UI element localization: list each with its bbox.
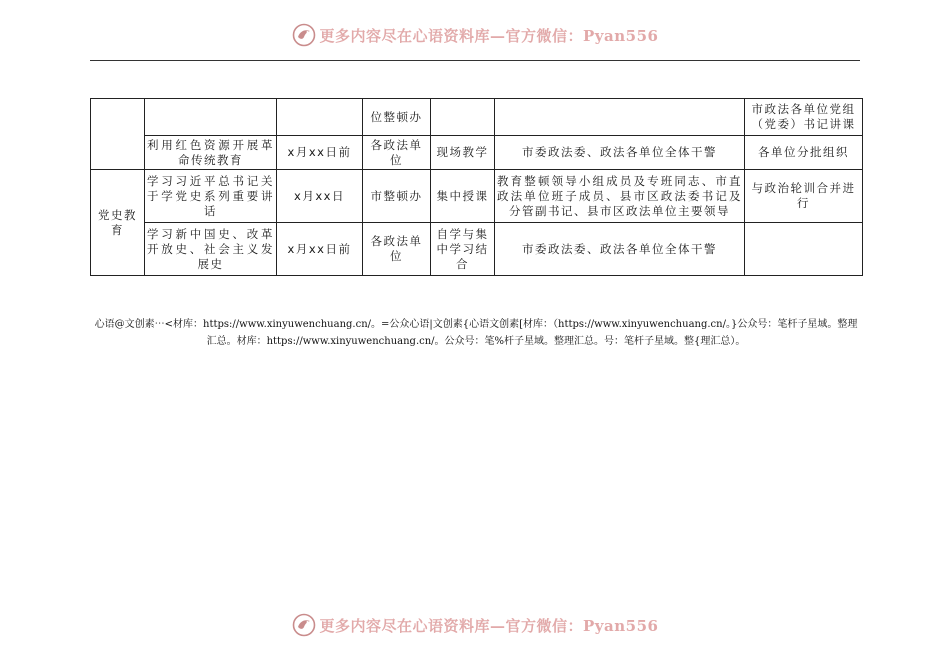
organizer-cell: 各政法单位 (363, 136, 431, 170)
footer-banner (0, 610, 950, 640)
remarks-cell: 各单位分批组织 (745, 136, 863, 170)
method-cell (431, 99, 495, 136)
content-cell: 利用红色资源开展革命传统教育 (145, 136, 277, 170)
organizer-cell: 位整顿办 (363, 99, 431, 136)
footer-note: 心语@文创素⋯<材库：https://www.xinyuwenchuang.cn/。=公众心语|文创素{心语文创素[材库：（https://www.xinyuwenchuang.cn/。}公众号：笔杆子星域。整理汇总。材库：https://www.xinyuwenchuang.cn/。公众号：笔%杆子星域。整理汇总。号：笔杆子星域。整{理汇总）。 (94, 319, 858, 347)
banner-text: 更多内容尽在心语资料库—官方微信：Pyan556 (319, 26, 659, 45)
method-cell: 现场教学 (431, 136, 495, 170)
participants-cell: 市委政法委、政法各单位全体干警 (495, 223, 745, 276)
remarks-cell: 市政法各单位党组（党委）书记讲课 (745, 99, 863, 136)
content-cell: 学习新中国史、改革开放史、社会主义发展史 (145, 223, 277, 276)
time-cell (277, 99, 363, 136)
red-bird-seal-logo-icon (292, 23, 316, 47)
time-cell: x月xx日前 (277, 223, 363, 276)
red-bird-seal-logo-icon (292, 613, 316, 637)
participants-cell (495, 99, 745, 136)
table-row (91, 170, 863, 223)
remarks-cell (745, 223, 863, 276)
table-row (91, 136, 863, 170)
time-cell: x月xx日前 (277, 136, 363, 170)
time-cell: x月xx日 (277, 170, 363, 223)
banner-text: 更多内容尽在心语资料库—官方微信：Pyan556 (319, 616, 659, 635)
content-cell: 学习习近平总书记关于学党史系列重要讲话 (145, 170, 277, 223)
table-row (91, 99, 863, 136)
method-cell: 自学与集中学习结合 (431, 223, 495, 276)
table-row (91, 223, 863, 276)
organizer-cell: 各政法单位 (363, 223, 431, 276)
organizer-cell: 市整顿办 (363, 170, 431, 223)
header-banner (0, 20, 950, 50)
remarks-cell: 与政治轮训合并进行 (745, 170, 863, 223)
method-cell: 集中授课 (431, 170, 495, 223)
participants-cell: 教育整顿领导小组成员及专班同志、市直政法单位班子成员、县市区政法委书记及分管副书记、县市区政法单位主要领导 (495, 170, 745, 223)
category-cell-empty (91, 99, 145, 170)
category-cell: 党史教育 (91, 170, 145, 276)
study-plan-table (90, 98, 863, 276)
participants-cell: 市委政法委、政法各单位全体干警 (495, 136, 745, 170)
content-cell (145, 99, 277, 136)
header-rule (90, 60, 860, 61)
